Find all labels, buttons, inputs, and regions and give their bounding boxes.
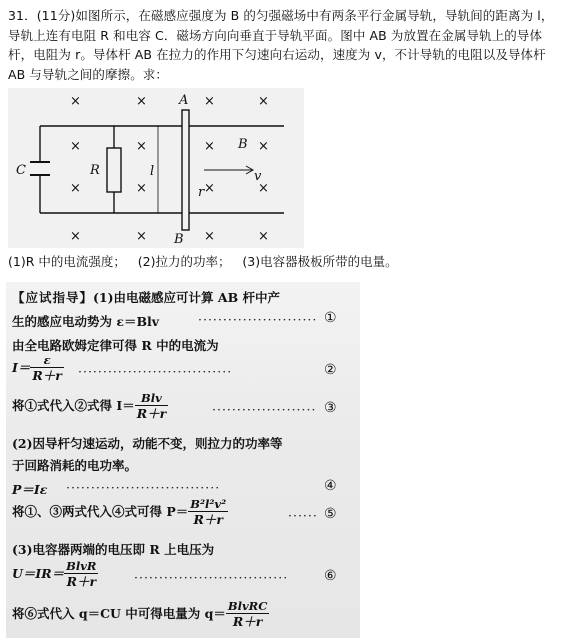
eq6-lhs: U＝IR＝ [12, 566, 65, 581]
label-v: v [254, 169, 262, 184]
solution-guide [6, 282, 360, 638]
cross-10: × [136, 181, 147, 196]
solution-line-11 [12, 560, 98, 589]
dots-2: ······························· [78, 364, 233, 379]
dots-1: ························ [198, 312, 318, 327]
dots-5: ······ [288, 508, 318, 523]
resistor [107, 148, 121, 192]
solution-line-10: (3)电容器两端的电压即 R 上电压为 [12, 542, 215, 557]
eq-mark-2: ② [324, 362, 337, 378]
eq7-fraction [226, 600, 269, 629]
solution-line-5 [12, 392, 168, 421]
solution-line1-text: (1)由电磁感应可计算 AB 杆中产 [93, 290, 281, 305]
eq3-num: Blv [135, 392, 168, 406]
label-R: R [90, 163, 100, 178]
solution-line-9 [12, 498, 228, 527]
eq6-fraction [64, 560, 98, 589]
eq6-num: BlvR [66, 559, 97, 573]
cross-16: × [258, 229, 269, 244]
cross-7: × [204, 139, 215, 154]
eq3-den: R＋r [136, 406, 167, 421]
questions: (1)R 中的电流强度； (2)拉力的功率； (3)电容器极板所带的电量。 [8, 254, 398, 269]
problem-text: 31．(11分)如图所示，在磁感应强度为 B 的匀强磁场中有两条平行金属导轨，导轨间的距离为 l，导轨上连有电阻 R 和电容 C．磁场方向向垂直于导轨平面。图中 AB 为放置在金属导轨上的导体杆，电阻为 r。导体杆 AB 在拉力的作用下匀速向右运动，速度为 v，不计导轨的电阻以及导体杆 AB 与导轨之间的摩擦。求： [8, 8, 554, 82]
dots-4: ······························· [66, 480, 221, 495]
eq-mark-6: ⑥ [324, 568, 337, 584]
eq7-num: BlvRC [227, 599, 268, 613]
cross-11: × [204, 181, 215, 196]
label-C: C [16, 163, 26, 178]
eq-mark-4: ④ [324, 478, 337, 494]
cross-5: × [70, 139, 81, 154]
conductor-rod [182, 110, 189, 230]
solution-line-2: 生的感应电动势为 ε＝Blv [12, 314, 160, 329]
eq-mark-5: ⑤ [324, 506, 337, 522]
solution-line-3: 由全电路欧姆定律可得 R 中的电流为 [12, 338, 219, 353]
solution-line-8: P＝Iε [12, 482, 48, 497]
eq-mark-3: ③ [324, 400, 337, 416]
cross-15: × [204, 229, 215, 244]
eq7-pre: 将⑥式代入 q＝CU 中可得电量为 q＝ [12, 606, 226, 621]
problem-statement [8, 6, 564, 84]
solution-line-6: (2)因导杆匀速运动，动能不变，则拉力的功率等 [12, 436, 283, 451]
dots-6: ······························· [134, 570, 289, 585]
eq3-pre: 将①式代入②式得 I＝ [12, 398, 135, 413]
solution-header: 【应试指导】 [12, 290, 94, 305]
cross-14: × [136, 229, 147, 244]
eq6-den: R＋r [66, 574, 97, 589]
solution-line-12 [12, 600, 269, 629]
eq2-lhs: I＝ [12, 360, 31, 375]
eq2-den: R＋r [32, 368, 62, 383]
cross-3: × [204, 94, 215, 109]
eq-mark-1: ① [324, 310, 337, 326]
label-r: r [198, 185, 205, 200]
cross-8: × [258, 139, 269, 154]
solution-line-1 [12, 288, 280, 306]
circuit-figure [8, 88, 304, 248]
label-B-rod: B [174, 232, 184, 247]
eq3-fraction [135, 392, 168, 421]
eq5-fraction [188, 498, 228, 527]
eq5-pre: 将①、③两式代入④式可得 P＝ [12, 504, 189, 519]
eq7-den: R＋r [232, 614, 263, 629]
cross-6: × [136, 139, 147, 154]
cross-9: × [70, 181, 81, 196]
eq2-num: ε [30, 354, 63, 368]
cross-2: × [136, 94, 147, 109]
cross-1: × [70, 94, 81, 109]
eq5-den: R＋r [193, 512, 223, 527]
label-B-field: B [238, 137, 248, 152]
dots-3: ····················· [212, 402, 317, 417]
cross-13: × [70, 229, 81, 244]
label-l: l [150, 164, 155, 179]
cross-4: × [258, 94, 269, 109]
eq5-num: B²l²v² [190, 497, 227, 511]
solution-line-7: 于回路消耗的电功率。 [12, 458, 138, 473]
label-A: A [179, 93, 189, 108]
solution-line-4 [12, 354, 64, 383]
eq2-fraction [30, 354, 63, 383]
cross-12: × [258, 181, 269, 196]
